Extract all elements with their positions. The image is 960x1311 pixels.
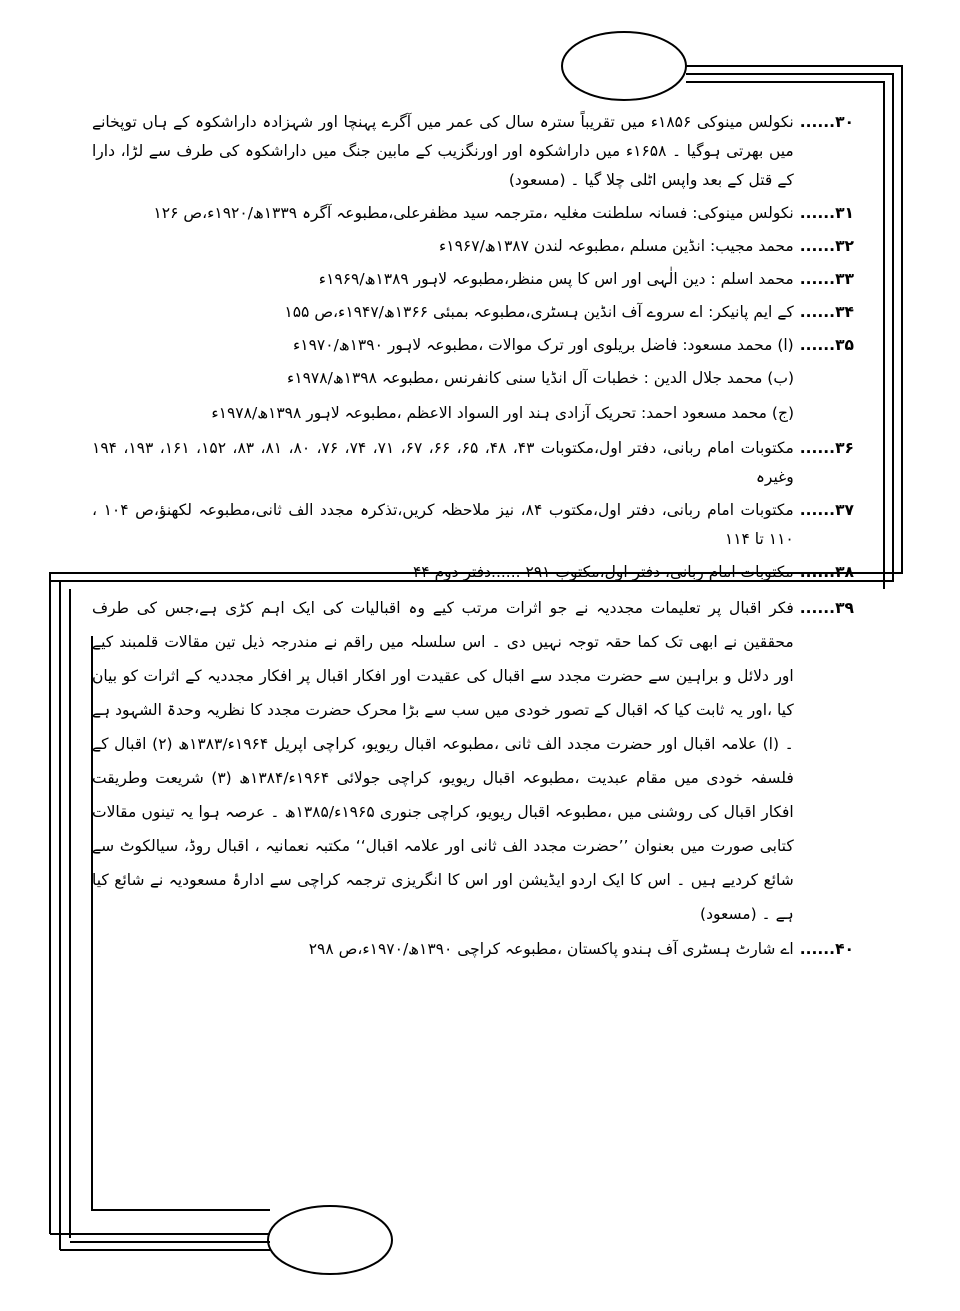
endnote-text: محمد مجیب: انڈین مسلم ،مطبوعہ لندن ۱۳۸۷ھ/۱۹۶۷ء (438, 237, 794, 255)
endnote-33 (92, 265, 854, 294)
endnote-38 (92, 558, 854, 587)
endnote-text: نکولس مینوکی: فسانہ سلطنت مغلیہ ،مترجمہ سید مظفرعلی،مطبوعہ آگرہ ۱۳۳۹ھ/۱۹۲۰ء،ص ۱۲۶ (153, 204, 794, 222)
endnote-35 (92, 331, 854, 360)
endnote-35-sub-c: (ج) محمد مسعود احمد: تحریک آزادی ہند اور السواد الاعظم ،مطبوعہ لاہور ۱۳۹۸ھ/۱۹۷۸ء (211, 404, 794, 422)
endnote-text: مکتوبات امام ربانی، دفتر اول،مکتوبات ۴۳، ۴۸، ۶۵، ۶۶، ۶۷، ۷۱، ۷۴، ۷۶، ۸۰، ۸۱، ۸۳، ۱۵۲، ۱۶۱، ۱۹۳، ۱۹۴ وغیرہ (92, 439, 794, 486)
endnote-37 (92, 496, 854, 554)
endnote-number: ۳۳...... (799, 270, 854, 288)
endnote-40 (92, 935, 854, 964)
endnote-32 (92, 232, 854, 261)
endnote-34 (92, 298, 854, 327)
endnote-text: (ا) محمد مسعود: فاضل بریلوی اور ترک موالات ،مطبوعہ لاہور ۱۳۹۰ھ/۱۹۷۰ء (292, 336, 794, 354)
endnote-number: ۳۱...... (799, 204, 854, 222)
endnote-text: مکتوبات امام ربانی، دفتر اول،مکتوب ۸۴، نیز ملاحظہ کریں،تذکرہ مجدد الف ثانی،مطبوعہ لکھنؤ،ص ۱۰۴ ، ۱۱۰ تا ۱۱۴ (92, 501, 794, 548)
endnote-number: ۳۸...... (799, 563, 854, 581)
endnote-text: نکولس مینوکی ۱۸۵۶ء میں تقریباً سترہ سال کی عمر میں آگرے پہنچا اور شہزادہ داراشکوہ کے ہاں توپخانے میں بھرتی ہوگیا ۔ ۱۶۵۸ء میں داراشکوہ اور اورنگزیب کے مابین جنگ میں داراشکوہ کی طرف سے لڑا، دارا کے قتل کے بعد واپس اٹلی چلا گیا ۔ (مسعود) (92, 113, 794, 189)
endnote-number: ۳۹...... (799, 599, 854, 617)
endnote-number: ۳۵...... (799, 336, 854, 354)
endnote-number: ۳۲...... (799, 237, 854, 255)
endnote-36 (92, 434, 854, 492)
endnote-text: محمد اسلم : دین الٰہی اور اس کا پس منظر،مطبوعہ لاہور ۱۳۸۹ھ/۱۹۶۹ء (318, 270, 794, 288)
bottom-oval-ornament (268, 1206, 392, 1274)
endnote-number: ۴۰...... (799, 940, 854, 958)
endnote-30 (92, 108, 854, 195)
endnote-number: ۳۶...... (799, 439, 854, 457)
top-oval-ornament (562, 32, 686, 100)
endnote-31 (92, 199, 854, 228)
endnote-35-sub-b: (ب) محمد جلال الدین : خطبات آل انڈیا سنی کانفرنس ،مطبوعہ ۱۳۹۸ھ/۱۹۷۸ء (286, 369, 794, 387)
frame-bottom-lines (50, 1234, 270, 1250)
endnote-text: کے ایم پانیکر: اے سروے آف انڈین ہسٹری،مطبوعہ بمبئی ۱۳۶۶ھ/۱۹۴۷ء،ص ۱۵۵ (284, 303, 794, 321)
endnote-number: ۳۷...... (799, 501, 854, 519)
endnote-text: اے شارٹ ہسٹری آف ہندو پاکستان ،مطبوعہ کراچی ۱۳۹۰ھ/۱۹۷۰ء،ص ۲۹۸ (308, 940, 794, 958)
endnote-text: فکر اقبال پر تعلیمات مجددیہ نے جو اثرات مرتب کیے وہ اقبالیات کی ایک اہم کڑی ہے،جس کی طرف محققین نے ابھی تک کما حقہ توجہ نہیں دی ۔ اس سلسلہ میں راقم نے مندرجہ ذیل تین مقالات قلمبند کیے اور دلائل و براہین سے حضرت مجدد سے اقبال کی عقیدت اور افکار اقبال پر افکار مجددیہ کے اثرات کو بیان کیا ،اور یہ ثابت کیا کہ اقبال کے تصور خودی میں سب سے بڑا محرک حضرت مجدد کا نظریہ وحدۃ الشہود ہے ۔ (ا) علامہ اقبال اور حضرت مجدد الف ثانی ،مطبوعہ اقبال ریویو، کراچی اپریل ۱۹۶۴ء/۱۳۸۳ھ (۲) اقبال کے فلسفہ خودی میں مقام عبدیت ،مطبوعہ اقبال ریویو، کراچی جولائی ۱۹۶۴ء/۱۳۸۴ھ (۳) شریعت وطریقت افکار اقبال کی روشنی میں ،مطبوعہ اقبال ریویو، کراچی جنوری ۱۹۶۵ء/۱۳۸۵ھ ۔ عرصہ ہوا یہ تینوں مقالات کتابی صورت میں بعنوان ’’حضرت مجدد الف ثانی اور علامہ اقبال‘‘ مکتبہ نعمانیہ ، اقبال روڈ، سیالکوٹ سے شائع کردیے ہیں ۔ اس کا ایک اردو ایڈیشن اور اس کا انگریزی ترجمہ کراچی سے ادارۂ مسعودیہ نے شائع کیا ہے ۔ (مسعود) (92, 599, 794, 923)
endnotes-list (92, 108, 854, 968)
endnote-39 (92, 591, 854, 931)
endnote-number: ۳۰...... (799, 113, 854, 131)
endnote-text: مکتوبات امام ربانی، دفتر اول،مکتوب ۲۹۱ ......دفتر دوم ۴۴ (412, 563, 794, 581)
endnote-number: ۳۴...... (799, 303, 854, 321)
